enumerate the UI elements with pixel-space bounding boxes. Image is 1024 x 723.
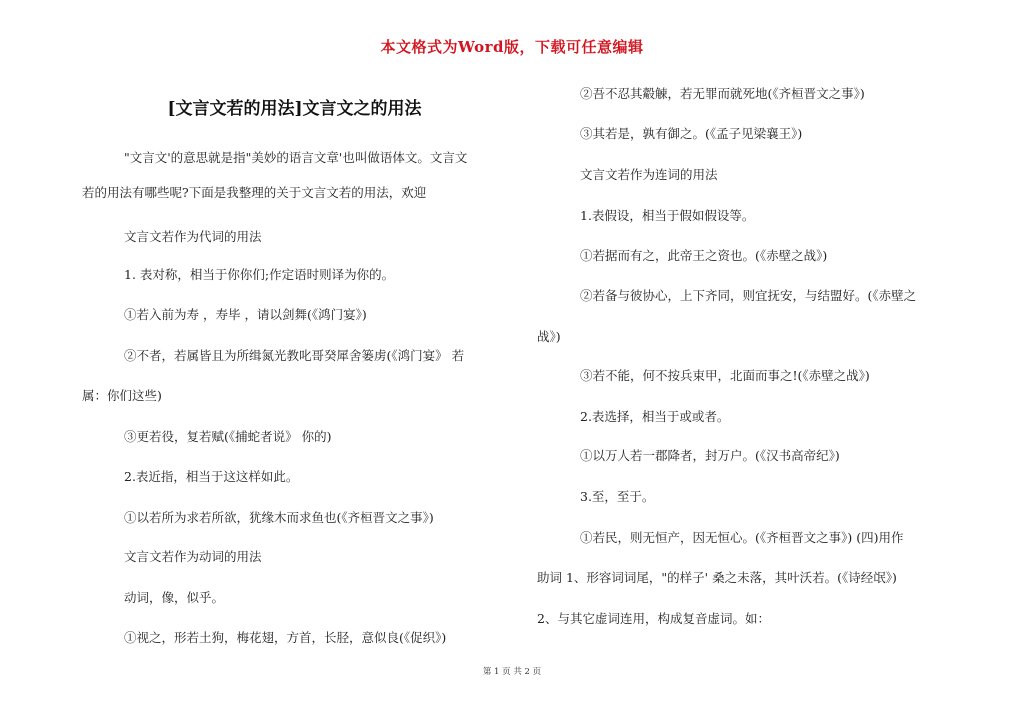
example-line: ③其若是，孰有御之。(《孟子见梁襄王》): [580, 126, 803, 141]
example-line: ①若据而有之，此帝王之资也。(《赤壁之战》): [580, 248, 828, 263]
paragraph-line: 若的用法有哪些呢?下面是我整理的关于文言文若的用法，欢迎: [82, 185, 427, 200]
paragraph-line: 动词，像，似乎。: [124, 590, 225, 605]
paragraph-line: 1. 表对称，相当于你你们;作定语时则译为你的。: [124, 267, 395, 282]
example-line: ②吾不忍其觳觫，若无罪而就死地(《齐桓晋文之事》): [580, 86, 865, 101]
paragraph-line: 3.至，至于。: [580, 489, 655, 504]
example-line: 助词 1、形容词词尾，"的样子' 桑之未落，其叶沃若。(《诗经氓》): [537, 570, 897, 585]
paragraph-line: 2.表选择，相当于或或者。: [580, 409, 730, 424]
example-line: 战》): [537, 329, 561, 344]
example-line: ③更若役，复若赋(《捕蛇者说》 你的): [124, 429, 332, 444]
example-line: ①若民，则无恒产，因无恒心。(《齐桓晋文之事》) (四)用作: [580, 530, 904, 545]
example-line: ①以若所为求若所欲，犹缘木而求鱼也(《齐桓晋文之事》): [124, 510, 434, 525]
paragraph-line: 2、与其它虚词连用，构成复音虚词。如：: [537, 611, 770, 626]
section-heading: 文言文若作为连词的用法: [580, 167, 718, 182]
example-line: 属：你们这些): [82, 388, 162, 403]
page-number: 第 1 页 共 2 页: [482, 667, 542, 677]
example-line: ①若入前为寿 ，寿毕 ，请以剑舞(《鸿门宴》): [124, 307, 367, 322]
example-line: ①视之，形若土狗，梅花翅，方首，长胫，意似良(《促织》): [124, 630, 447, 645]
example-line: ②不者，若属皆且为所缉氮光教叱哥癸犀舍篓虏(《鸿门宴》 若: [124, 348, 465, 363]
paragraph-line: "文言文'的意思就是指"美妙的语言文章'也叫做语体文。文言文: [124, 150, 468, 165]
paragraph-line: 2.表近指，相当于这这样如此。: [124, 469, 299, 484]
banner-title: 本文格式为Word版，下载可任意编辑: [380, 38, 644, 56]
paragraph-line: 1.表假设，相当于假如假设等。: [580, 208, 755, 223]
example-line: ②若备与彼协心，上下齐同，则宜抚安，与结盟好。(《赤壁之: [580, 288, 917, 303]
example-line: ③若不能，何不按兵束甲，北面而事之!(《赤壁之战》): [580, 368, 870, 383]
section-heading: 文言文若作为动词的用法: [124, 549, 262, 564]
document-title: [文言文若的用法]文言文之的用法: [167, 99, 422, 119]
section-heading: 文言文若作为代词的用法: [124, 229, 262, 244]
example-line: ①以万人若一郡降者，封万户。(《汉书高帝纪》): [580, 448, 840, 463]
